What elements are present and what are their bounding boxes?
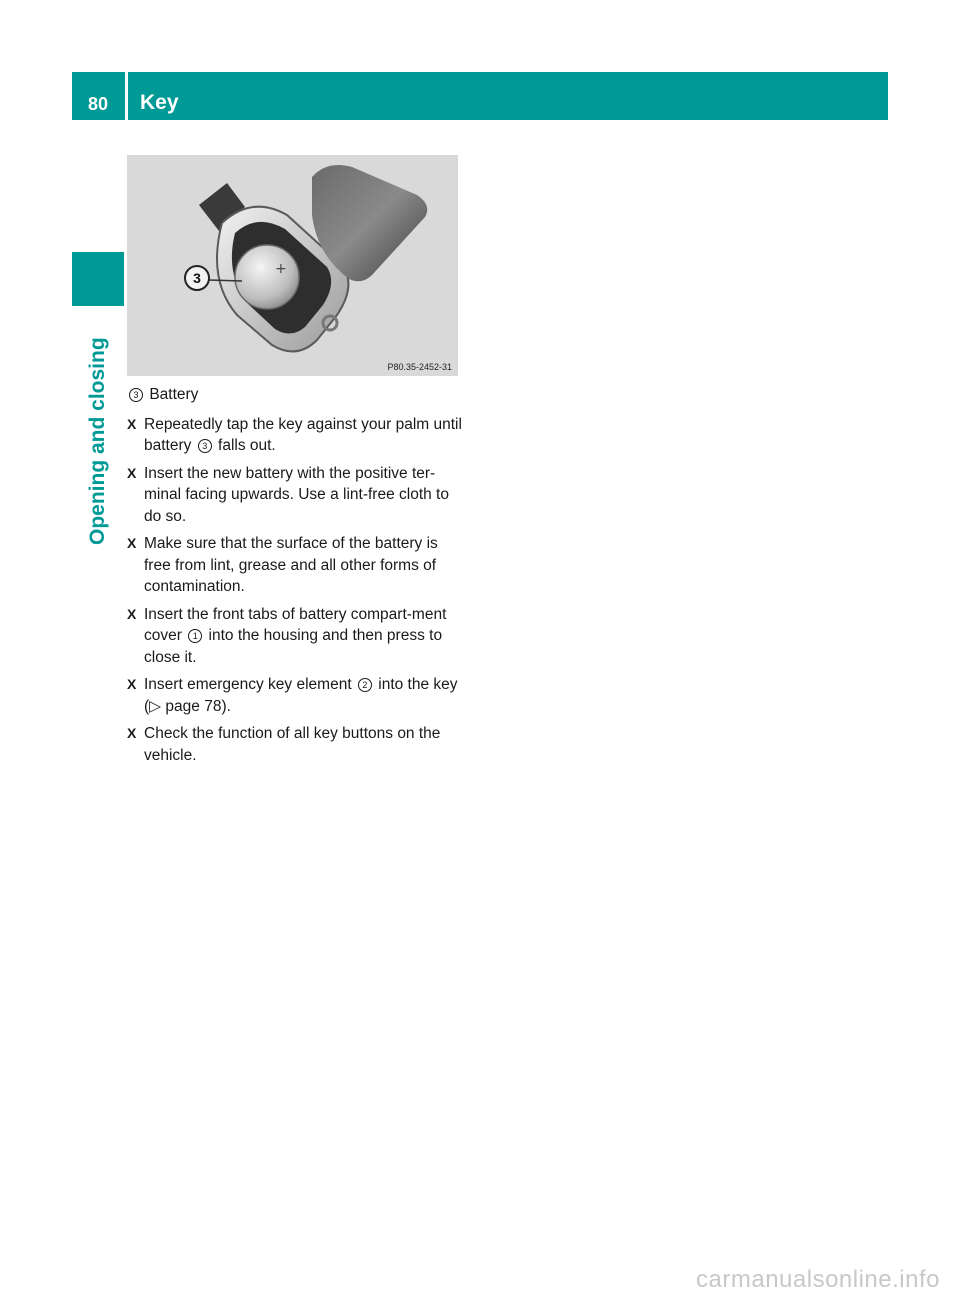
section-title: Opening and closing: [86, 337, 109, 545]
step-text: Insert the new battery with the positive ter-minal facing upwards. Use a lint-free cloth to do so.: [144, 464, 449, 525]
step-marker: X: [127, 535, 137, 551]
callout-number: 3: [193, 270, 201, 286]
step-text: ).: [221, 697, 231, 715]
step-text: Insert emergency key element: [144, 676, 352, 693]
battery-plus-sign: +: [275, 261, 287, 277]
callout-line: [209, 280, 242, 281]
step-marker: X: [127, 415, 137, 432]
step-text: Insert the front tabs of battery compart-ment cover: [144, 605, 447, 644]
step-text: into the housing and then press to close it.: [144, 627, 443, 666]
step-item: [127, 723, 463, 766]
battery: [235, 245, 299, 309]
step-marker: X: [127, 605, 137, 622]
reference-number: 3: [198, 439, 212, 453]
section-tab-marker: [72, 252, 124, 306]
step-item: [127, 604, 463, 669]
page-title: Key: [140, 91, 179, 114]
reference-number: 2: [358, 678, 372, 692]
step-item: [127, 414, 463, 457]
step-text: Repeatedly tap the key against your palm until battery: [144, 415, 462, 454]
legend-item: [127, 384, 463, 406]
page-reference-link[interactable]: page 78: [165, 697, 222, 715]
step-item: [127, 674, 463, 717]
step-item: [127, 463, 463, 528]
image-code: P80.35-2452-31: [387, 362, 452, 372]
step-text: falls out.: [218, 437, 276, 454]
step-text: into the key (: [144, 676, 458, 715]
key-illustration: [127, 155, 458, 376]
step-item: [127, 533, 463, 598]
legend-label: Battery: [149, 386, 199, 403]
reference-number: 1: [188, 629, 202, 643]
instructions: [127, 384, 463, 772]
key-battery-figure: [127, 155, 458, 376]
step-marker: X: [127, 464, 137, 481]
legend-number: 3: [129, 388, 143, 402]
footer-watermark: carmanualsonline.info: [696, 1266, 940, 1293]
step-marker: X: [127, 725, 137, 741]
header-bar: [72, 72, 888, 120]
page-ref-arrow-icon: ▷: [149, 697, 162, 715]
step-marker: X: [127, 676, 137, 692]
page-number: 80: [87, 94, 109, 114]
header-divider: [125, 72, 128, 120]
step-text: Make sure that the surface of the battery is free from lint, grease and all other forms of contamination.: [144, 535, 438, 595]
step-text: Check the function of all key buttons on the vehicle.: [144, 725, 441, 764]
